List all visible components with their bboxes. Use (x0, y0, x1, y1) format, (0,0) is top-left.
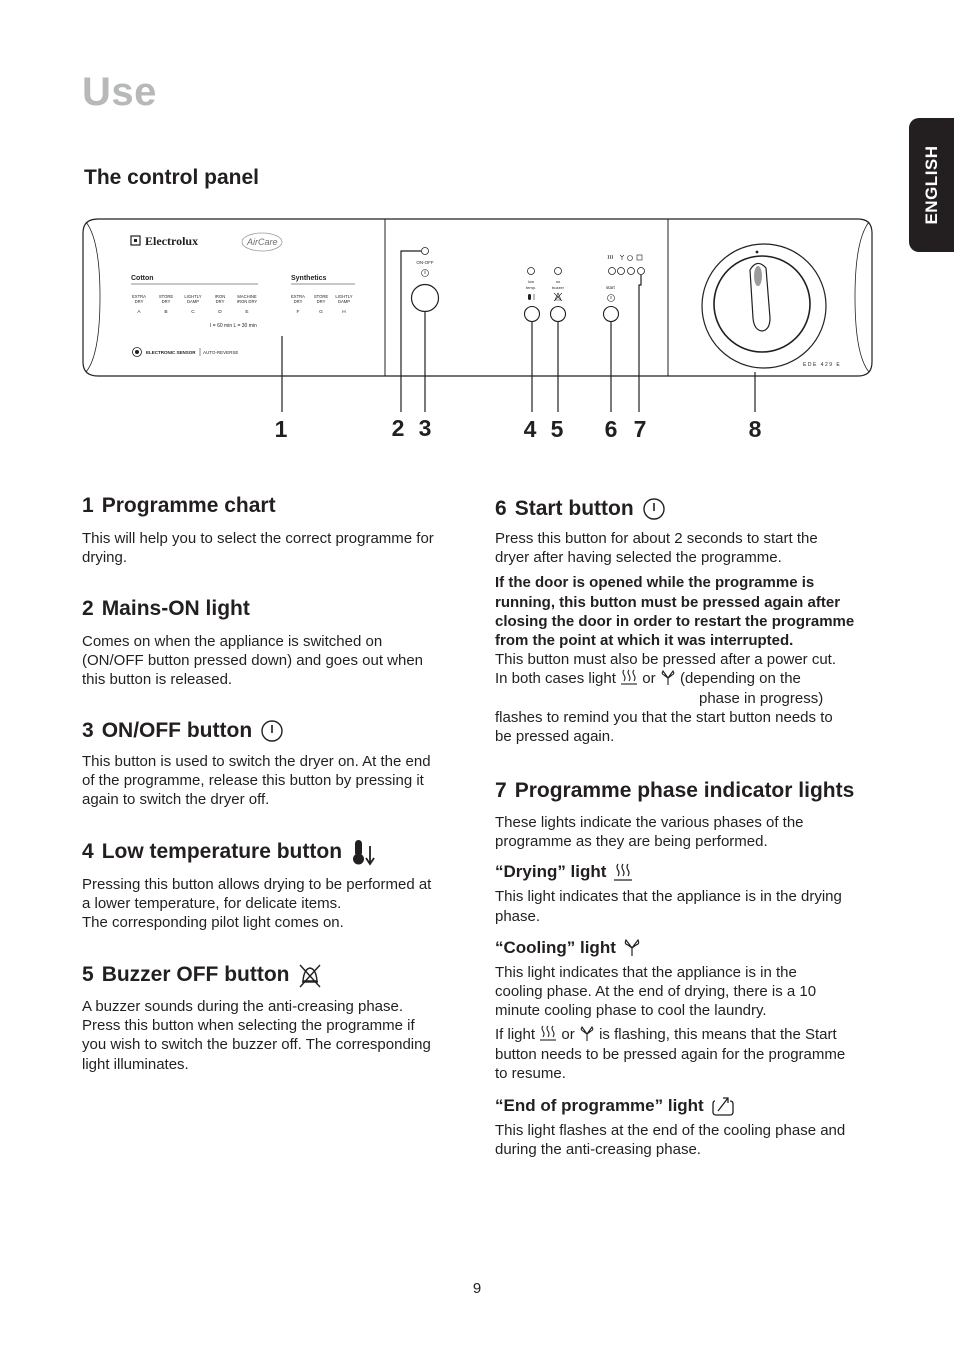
low-temp-label-1: low (527, 279, 535, 284)
callout-3: 3 (418, 415, 432, 441)
programme-name: IRON (214, 294, 226, 299)
buzzer-button (551, 307, 566, 322)
on-off-button (412, 285, 439, 312)
cotton-programmes (132, 294, 257, 315)
section-body: A buzzer sounds during the anti-creasing phase. Press this button when selecting the programme if you wish to switch the buzzer off. The corresponding light illuminates. (82, 998, 431, 1073)
section-mains-on-light (82, 597, 423, 690)
callout-4: 4 (523, 416, 537, 442)
callout-numbers (275, 415, 762, 442)
programme-name: DRY (161, 299, 171, 304)
drying-icon (620, 669, 638, 686)
anticrease-light (638, 268, 645, 275)
drying-light-heading: “Drying” light (495, 862, 854, 882)
low-temp-symbol-icon (528, 294, 534, 300)
programme-code: F (296, 310, 300, 315)
section-phase-indicator-lights (495, 779, 854, 1159)
end-light (628, 268, 635, 275)
section-heading: 5 Buzzer OFF button (82, 961, 431, 989)
section-buzzer-off-button (82, 961, 431, 1074)
programme-code: A (137, 310, 141, 315)
power-icon (260, 719, 284, 743)
model-number: EDE 429 E (803, 362, 842, 368)
section-body: This will help you to select the correct programme for drying. (82, 530, 434, 567)
programme-code: B (164, 310, 168, 315)
buzzer-off-icon (298, 961, 322, 989)
low-temp-button (525, 307, 540, 322)
reverse-label: AUTO-REVERSE (203, 350, 239, 355)
section-warning: If the door is opened while the programme is running, this button must be pressed again after closing the door in order to restart the programme from the point at which it was interrupted. (495, 574, 855, 650)
buzzer-symbol-icon (554, 293, 562, 301)
section-heading: 4 Low temperature button (82, 838, 431, 866)
callout-5: 5 (550, 416, 564, 442)
brand-name: Electrolux (145, 234, 199, 248)
programme-name: DAMP (186, 299, 200, 304)
section-low-temperature-button (82, 838, 431, 933)
low-temp-light (528, 268, 535, 275)
section-heading: 1 Programme chart (82, 494, 276, 517)
buzzer-label-2: buzzer (551, 285, 565, 290)
end-of-programme-heading: “End of programme” light (495, 1095, 854, 1117)
knob-indicator (754, 266, 762, 286)
section-body: These lights indicate the various phases of the programme as they are being performed. (495, 814, 804, 851)
callout-7: 7 (633, 416, 647, 442)
section-body: Press this button for about 2 seconds to start the dryer after having selected the programme. (495, 530, 818, 567)
synthetics-label: Synthetics (291, 275, 327, 282)
cooling-icon (623, 938, 641, 957)
programme-name: DRY (134, 299, 144, 304)
end-of-programme-body: This light flashes at the end of the cooling phase and during the anti-creasing phase. (495, 1122, 846, 1159)
cotton-label: Cotton (131, 275, 154, 282)
on-off-symbol-icon (422, 270, 429, 277)
programme-name: DRY (316, 299, 326, 304)
electrolux-logo-icon (131, 236, 140, 245)
callout-6: 6 (604, 416, 618, 442)
low-temperature-icon (350, 838, 376, 866)
mains-on-light (422, 248, 429, 255)
programme-name: DAMP (337, 299, 351, 304)
buzzer-light (555, 268, 562, 275)
programme-name: IRON DRY (236, 299, 258, 304)
brand-logo-text: AirCare (247, 237, 278, 247)
section-programme-chart (82, 494, 434, 567)
section-heading: 3 ON/OFF button (82, 719, 431, 743)
on-off-label: ON-OFF (416, 260, 434, 265)
programme-name: STORE (313, 294, 329, 299)
cooling-light-body: This light indicates that the appliance is in the cooling phase. At the end of drying, there is a 10 minute cooling phase to cool the laundry. (495, 963, 817, 1020)
section-heading: 6 Start button (495, 497, 854, 521)
section-heading: 2 Mains-ON light (82, 597, 250, 620)
programme-name: LIGHTLY (184, 294, 202, 299)
cooling-light-heading: “Cooling” light (495, 938, 854, 958)
programme-name: LIGHTLY (335, 294, 353, 299)
drying-icon (539, 1025, 557, 1042)
section-title: The control panel (84, 166, 260, 189)
cooling-icon (579, 1025, 595, 1042)
callout-1: 1 (274, 416, 288, 442)
programme-code: H (342, 310, 346, 315)
callout-2: 2 (391, 415, 405, 441)
programme-name: DRY (215, 299, 225, 304)
start-symbol-icon (608, 295, 615, 302)
buzzer-label-1: no (555, 279, 561, 284)
section-start-button (495, 497, 854, 746)
drying-light-body: This light indicates that the appliance is in the drying phase. (495, 888, 842, 925)
start-label: start (606, 285, 615, 290)
start-button (604, 307, 619, 322)
drying-light (609, 268, 616, 275)
programme-name: EXTRA (132, 294, 146, 299)
section-body: Comes on when the appliance is switched on (ON/OFF button pressed down) and goes out when this button is released. (82, 633, 424, 689)
programme-name: DRY (293, 299, 303, 304)
page-title: Use (82, 70, 157, 114)
programme-code: G (319, 310, 323, 315)
callout-8: 8 (748, 416, 762, 442)
drying-icon (613, 863, 633, 882)
synthetics-programmes (291, 294, 353, 315)
programme-name: STORE (158, 294, 174, 299)
start-icon (642, 497, 666, 521)
aircare-logo-icon (242, 233, 282, 251)
end-of-programme-icon (711, 1095, 735, 1117)
cooling-flash-body: If light or is flashing, this means that the Start button needs to be pressed again for the programme to resume. (495, 1026, 846, 1082)
section-heading: 7 Programme phase indicator lights (495, 779, 855, 802)
language-tab-label: ENGLISH (921, 145, 941, 225)
section-on-off-button (82, 719, 431, 810)
page-number: 9 (472, 1280, 482, 1297)
time-legend: I = 60 min L = 30 min (210, 323, 257, 329)
section-body-2: This button must also be pressed after a power cut. In both cases light or (depending on the phase in progress) flashes to remind you that the start button needs to be pressed again. (495, 651, 837, 746)
programme-code: C (191, 310, 195, 315)
low-temp-label-2: temp. (525, 285, 537, 290)
programme-name: EXTRA (291, 294, 305, 299)
programme-code: E (245, 310, 249, 315)
cooling-icon (660, 669, 676, 686)
section-body: Pressing this button allows drying to be performed at a lower temperature, for delicate items. The corresponding pilot light comes on. (82, 876, 432, 932)
phase-symbols-icon (608, 255, 642, 261)
knob-marker (756, 251, 759, 254)
programme-name: MACHINE (237, 294, 257, 299)
control-panel-illustration (0, 0, 954, 460)
programme-code: D (218, 310, 222, 315)
cooling-light (618, 268, 625, 275)
sensor-label: ELECTRONIC SENSOR (146, 350, 196, 355)
section-body: This button is used to switch the dryer on. At the end of the programme, release this button by pressing it again to switch the dryer off. (82, 753, 431, 809)
callout-lines (282, 251, 755, 412)
